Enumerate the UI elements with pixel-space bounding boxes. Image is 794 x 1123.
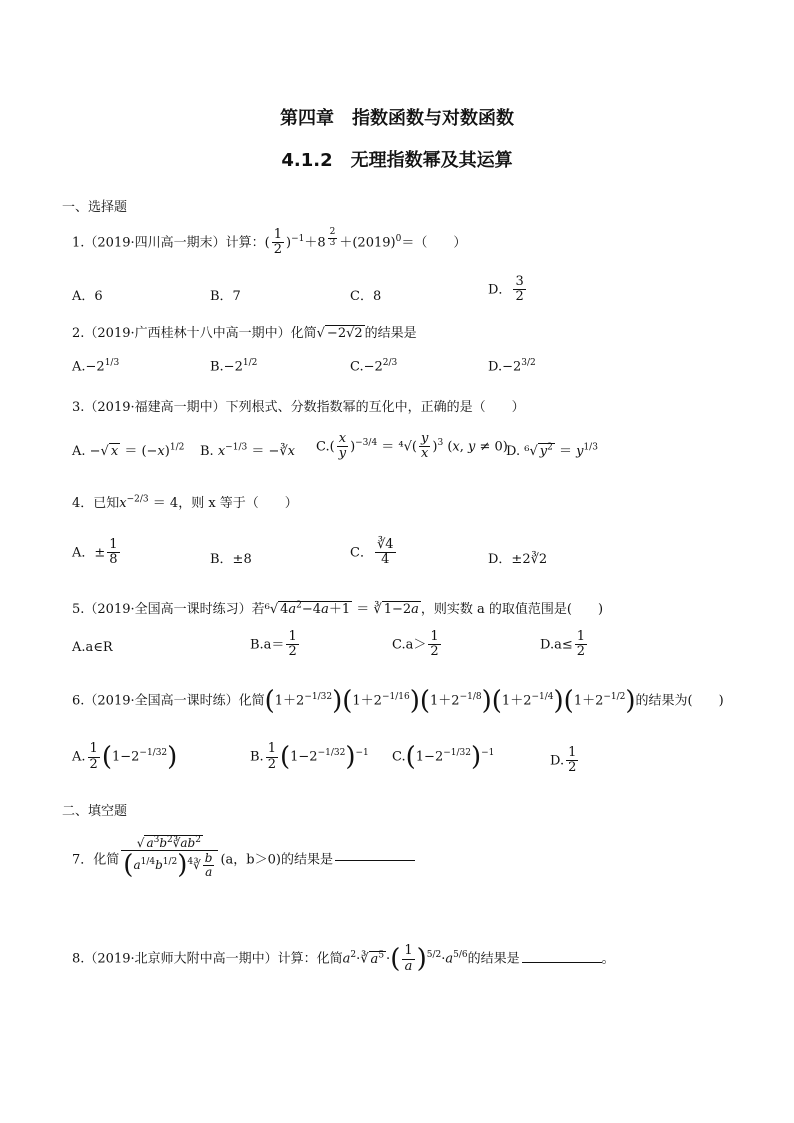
- q3-option-d[interactable]: D. ⁶√ $y^2 = y^{1/3}$: [506, 442, 598, 459]
- q4-option-d[interactable]: D．±2∛2: [488, 552, 548, 567]
- section-title: 4.1.2 无理指数幂及其运算: [281, 150, 513, 171]
- q5-option-d[interactable]: D.a≤ $\frac{1}{2}$: [540, 629, 586, 660]
- q1-option-d[interactable]: D． $\frac{3}{2}$: [488, 274, 524, 305]
- q2-option-b[interactable]: $B.-2^{1/2}$: [210, 358, 258, 375]
- q4-option-c[interactable]: C． $\frac{∛4}{4}$: [350, 537, 394, 568]
- q8-answer-blank[interactable]: [522, 961, 602, 963]
- q7-answer-blank[interactable]: [335, 859, 415, 861]
- question-7: 7．化简 √ $a^3b^2∛ab^2$ $(a^{1/4}b^{1/2})^4∛$ $\frac{b}{a}$ (a，b＞0)的结果是: [72, 836, 415, 880]
- q1-option-a[interactable]: A．6: [72, 289, 103, 304]
- section-fill-heading: 二、填空题: [62, 804, 128, 819]
- q5-option-a[interactable]: A.a∈R: [72, 640, 113, 655]
- q1-option-b[interactable]: B．7: [210, 289, 241, 304]
- q5-option-b[interactable]: B.a＝ $\frac{1}{2}$: [250, 629, 297, 660]
- q6-option-d[interactable]: D. $\frac{1}{2}$: [550, 745, 577, 776]
- q6-option-a[interactable]: A. $\frac{1}{2}$ $(1-2^{-1/32})$: [72, 741, 178, 772]
- question-6: 6.（2019·全国高一课时练）化简$(1+2^{-1/32})(1+2^{-1/16})(1+2^{-1/8})(1+2^{-1/4})(1+2^{-1/2})$的结果为( ): [72, 686, 724, 716]
- q3-option-a[interactable]: A. −√ $x = (-x)^{1/2}$: [72, 442, 185, 459]
- q6-option-b[interactable]: B. $\frac{1}{2}$ $(1-2^{-1/32})^{-1}$: [250, 741, 369, 772]
- question-1: 1.（2019·四川高一期末）计算：( $\frac{1}{2}$ )$^{-1}$＋8 $^{\frac{2}{3}}$ $+(2019)^0=$（ ）: [72, 227, 467, 258]
- question-4: 4．已知$x^{-2/3} = 4$，则 x 等于（ ）: [72, 494, 298, 511]
- question-2: 2.（2019·广西桂林十八中高一期中）化简√ −2√2 的结果是: [72, 326, 417, 341]
- q2-option-d[interactable]: $D.-2^{3/2}$: [488, 358, 536, 375]
- q2-option-c[interactable]: $C.-2^{2/3}$: [350, 358, 398, 375]
- q4-option-b[interactable]: B．±8: [210, 552, 252, 567]
- q3-option-c[interactable]: C.( $\frac{x}{y}$ )$^{-3/4}$ ＝ ⁴√( $\frac{y}{x}$ )$^3$ (x, y ≠ 0): [316, 431, 508, 462]
- section-choice-heading: 一、选择题: [62, 200, 128, 215]
- question-3: 3.（2019·福建高一期中）下列根式、分数指数幂的互化中，正确的是（ ）: [72, 400, 525, 415]
- question-5: 5.（2019·全国高一课时练习）若⁶√ $4a^2-4a+1$ ＝ ∛ 1−2a ，则实数 a 的取值范围是( ): [72, 600, 604, 617]
- q2-option-a[interactable]: $A.-2^{1/3}$: [72, 358, 120, 375]
- q6-option-c[interactable]: $C.(1-2^{-1/32})^{-1}$: [392, 742, 495, 772]
- q4-option-a[interactable]: A．± $\frac{1}{8}$: [72, 537, 118, 568]
- q1-option-c[interactable]: C．8: [350, 289, 382, 304]
- q5-option-c[interactable]: C.a＞ $\frac{1}{2}$: [392, 629, 439, 660]
- chapter-title: 第四章 指数函数与对数函数: [280, 108, 514, 129]
- q3-option-b[interactable]: B. $x^{-1/3}$ ＝ −∛x: [200, 442, 295, 459]
- question-8: 8.（2019·北京师大附中高一期中）计算：化简$a^2\cdot∛$ $a^5$ ·( $\frac{1}{a}$ )$^{5/2}\cdot a^{5/6}$的结果是 。: [72, 943, 615, 974]
